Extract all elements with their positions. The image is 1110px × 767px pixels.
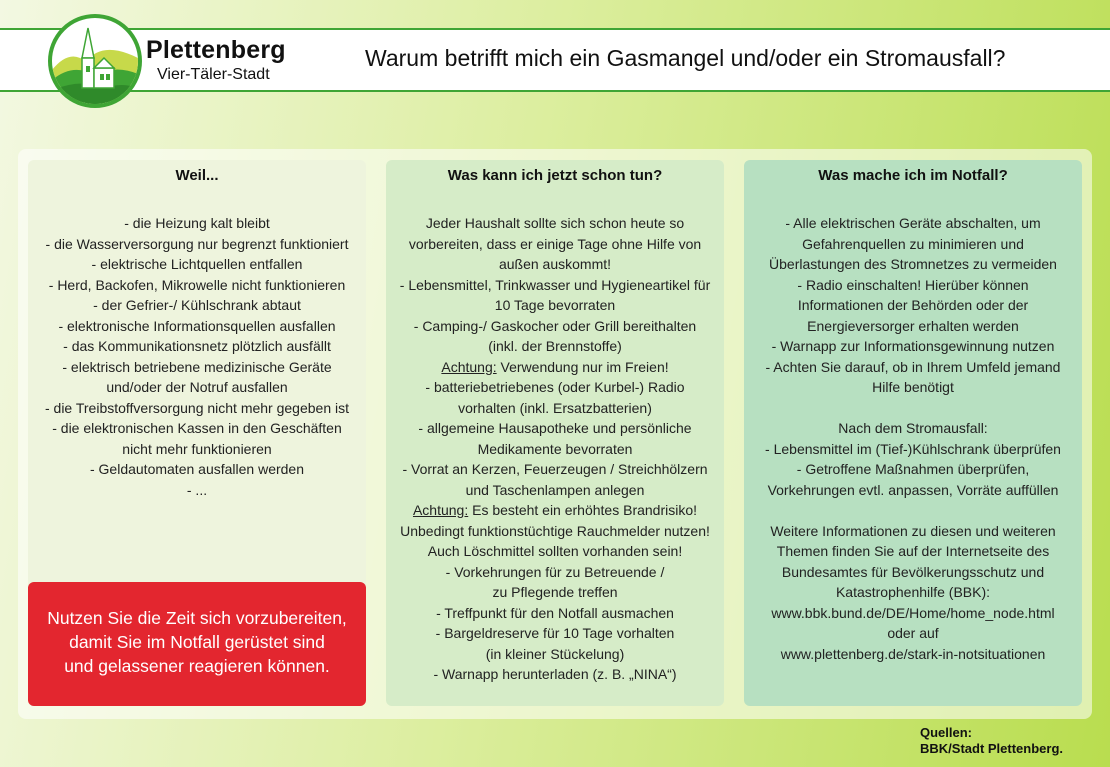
column-emergency-title: Was mache ich im Notfall? xyxy=(818,167,1008,184)
column-prepare-body xyxy=(386,213,724,685)
list-item: außen auskommt! xyxy=(498,256,612,272)
list-item: - elektronische Informationsquellen ausfallen xyxy=(58,317,336,334)
list-item: - Vorrat an Kerzen, Feuerzeugen / Streichhölzern xyxy=(402,461,708,477)
list-item: vorbereiten, dass er einige Tage ohne Hilfe von xyxy=(408,235,702,252)
list-item: vorhalten (inkl. Ersatzbatterien) xyxy=(458,399,652,416)
list-item: Hilfe benötigt xyxy=(872,379,954,395)
callout-box xyxy=(28,582,366,706)
column-reasons-body xyxy=(28,213,366,500)
list-item: oder auf xyxy=(887,625,939,641)
column-prepare xyxy=(386,160,724,706)
list-item: nicht mehr funktionieren xyxy=(122,440,272,457)
list-item: - Warnapp herunterladen (z. B. „NINA“) xyxy=(433,666,677,682)
list-item: - Vorkehrungen für zu Betreuende / xyxy=(445,563,665,580)
list-item: Energieversorger erhalten werden xyxy=(807,317,1019,334)
list-item: Unbedingt funktionstüchtige Rauchmelder nutzen! xyxy=(400,522,710,539)
column-emergency-body xyxy=(744,213,1082,664)
list-item: - Getroffene Maßnahmen überprüfen, xyxy=(796,461,1030,477)
warning-text: Es besteht ein erhöhtes Brandrisiko! xyxy=(468,502,698,518)
list-item: Medikamente bevorraten xyxy=(477,440,633,457)
list-item: Vorkehrungen evtl. anpassen, Vorräte auffüllen xyxy=(767,481,1059,498)
column-reasons-title: Weil... xyxy=(175,167,219,184)
warning-line xyxy=(394,500,716,521)
list-item: - die Heizung kalt bleibt xyxy=(124,215,270,231)
list-item: und Taschenlampen anlegen xyxy=(465,481,645,498)
warning-label: Achtung: xyxy=(412,502,469,518)
bbk-url: www.bbk.bund.de/DE/Home/home_node.html xyxy=(771,604,1055,621)
callout-line: damit Sie im Notfall gerüstet sind xyxy=(69,632,325,652)
list-item: - Geldautomaten ausfallen werden xyxy=(89,461,305,477)
list-item: - batteriebetriebenes (oder Kurbel-) Radio xyxy=(425,379,685,395)
callout-line: Nutzen Sie die Zeit sich vorzubereiten, xyxy=(47,608,347,628)
list-item: Jeder Haushalt sollte sich schon heute so xyxy=(425,215,685,231)
list-item: Auch Löschmittel sollten vorhanden sein! xyxy=(427,543,683,559)
list-item: - Radio einschalten! Hierüber können xyxy=(797,276,1029,293)
warning-text: Verwendung nur im Freien! xyxy=(496,358,669,375)
list-item: Überlastungen des Stromnetzes zu vermeiden xyxy=(769,256,1057,272)
list-item: - Treffpunkt für den Notfall ausmachen xyxy=(436,604,674,621)
list-item: - Herd, Backofen, Mikrowelle nicht funktionieren xyxy=(48,276,346,293)
list-item: Gefahrenquellen zu minimieren und xyxy=(802,235,1024,252)
list-item: - die Treibstoffversorgung nicht mehr gegeben ist xyxy=(44,399,350,416)
list-item: und/oder der Notruf ausfallen xyxy=(106,379,288,395)
callout-line: und gelassener reagieren können. xyxy=(64,656,330,676)
list-item: zu Pflegende treffen xyxy=(492,584,618,600)
sources-label: Quellen: xyxy=(920,725,973,740)
list-item: (in kleiner Stückelung) xyxy=(485,645,625,662)
list-item: - Lebensmittel im (Tief-)Kühlschrank überprüfen xyxy=(765,440,1061,457)
page-title: Warum betrifft mich ein Gasmangel und/oder ein Stromausfall? xyxy=(365,45,1006,71)
list-item: Bundesamtes für Bevölkerungsschutz und xyxy=(781,563,1045,580)
list-item: - allgemeine Hausapotheke und persönliche xyxy=(418,420,692,436)
list-item: - Bargeldreserve für 10 Tage vorhalten xyxy=(435,625,675,641)
sources-note xyxy=(920,725,1063,757)
warning-label: Achtung: xyxy=(441,358,497,375)
list-item: Informationen der Behörden oder der xyxy=(797,297,1029,313)
list-item: - der Gefrier-/ Kühlschrank abtaut xyxy=(93,297,301,313)
spacer xyxy=(752,500,1074,521)
list-item: - Alle elektrischen Geräte abschalten, um xyxy=(785,215,1041,231)
list-item: Weitere Informationen zu diesen und weiteren xyxy=(770,522,1056,539)
brand-name: Plettenberg xyxy=(146,36,286,64)
list-item: Themen finden Sie auf der Internetseite des xyxy=(776,543,1050,559)
list-item: - ... xyxy=(186,481,208,498)
list-item: - Warnapp zur Informationsgewinnung nutzen xyxy=(771,338,1055,354)
list-item: Katastrophenhilfe (BBK): xyxy=(835,584,991,600)
list-item: - das Kommunikationsnetz plötzlich ausfällt xyxy=(63,338,331,354)
list-item: - die Wasserversorgung nur begrenzt funktioniert xyxy=(45,235,349,252)
spacer xyxy=(752,398,1074,419)
column-emergency xyxy=(744,160,1082,706)
list-item: 10 Tage bevorraten xyxy=(494,297,616,313)
sources-text: BBK/Stadt Plettenberg. xyxy=(920,741,1064,756)
column-prepare-title: Was kann ich jetzt schon tun? xyxy=(447,167,663,184)
list-item: - die elektronischen Kassen in den Geschäften xyxy=(52,420,342,436)
section-heading: Nach dem Stromausfall: xyxy=(838,420,988,436)
list-item: - Achten Sie darauf, ob in Ihrem Umfeld jemand xyxy=(765,358,1061,375)
plettenberg-logo xyxy=(48,14,142,108)
list-item: - elektrische Lichtquellen entfallen xyxy=(91,256,303,272)
list-item: - Camping-/ Gaskocher oder Grill bereithalten xyxy=(413,317,697,334)
list-item: (inkl. der Brennstoffe) xyxy=(488,338,622,354)
brand-subtitle: Vier-Täler-Stadt xyxy=(157,66,270,83)
town-emblem-icon xyxy=(52,18,138,104)
plettenberg-url: www.plettenberg.de/stark-in-notsituationen xyxy=(780,645,1046,662)
warning-line xyxy=(394,357,716,378)
list-item: - Lebensmittel, Trinkwasser und Hygieneartikel für xyxy=(399,276,711,293)
list-item: - elektrisch betriebene medizinische Geräte xyxy=(62,358,332,375)
